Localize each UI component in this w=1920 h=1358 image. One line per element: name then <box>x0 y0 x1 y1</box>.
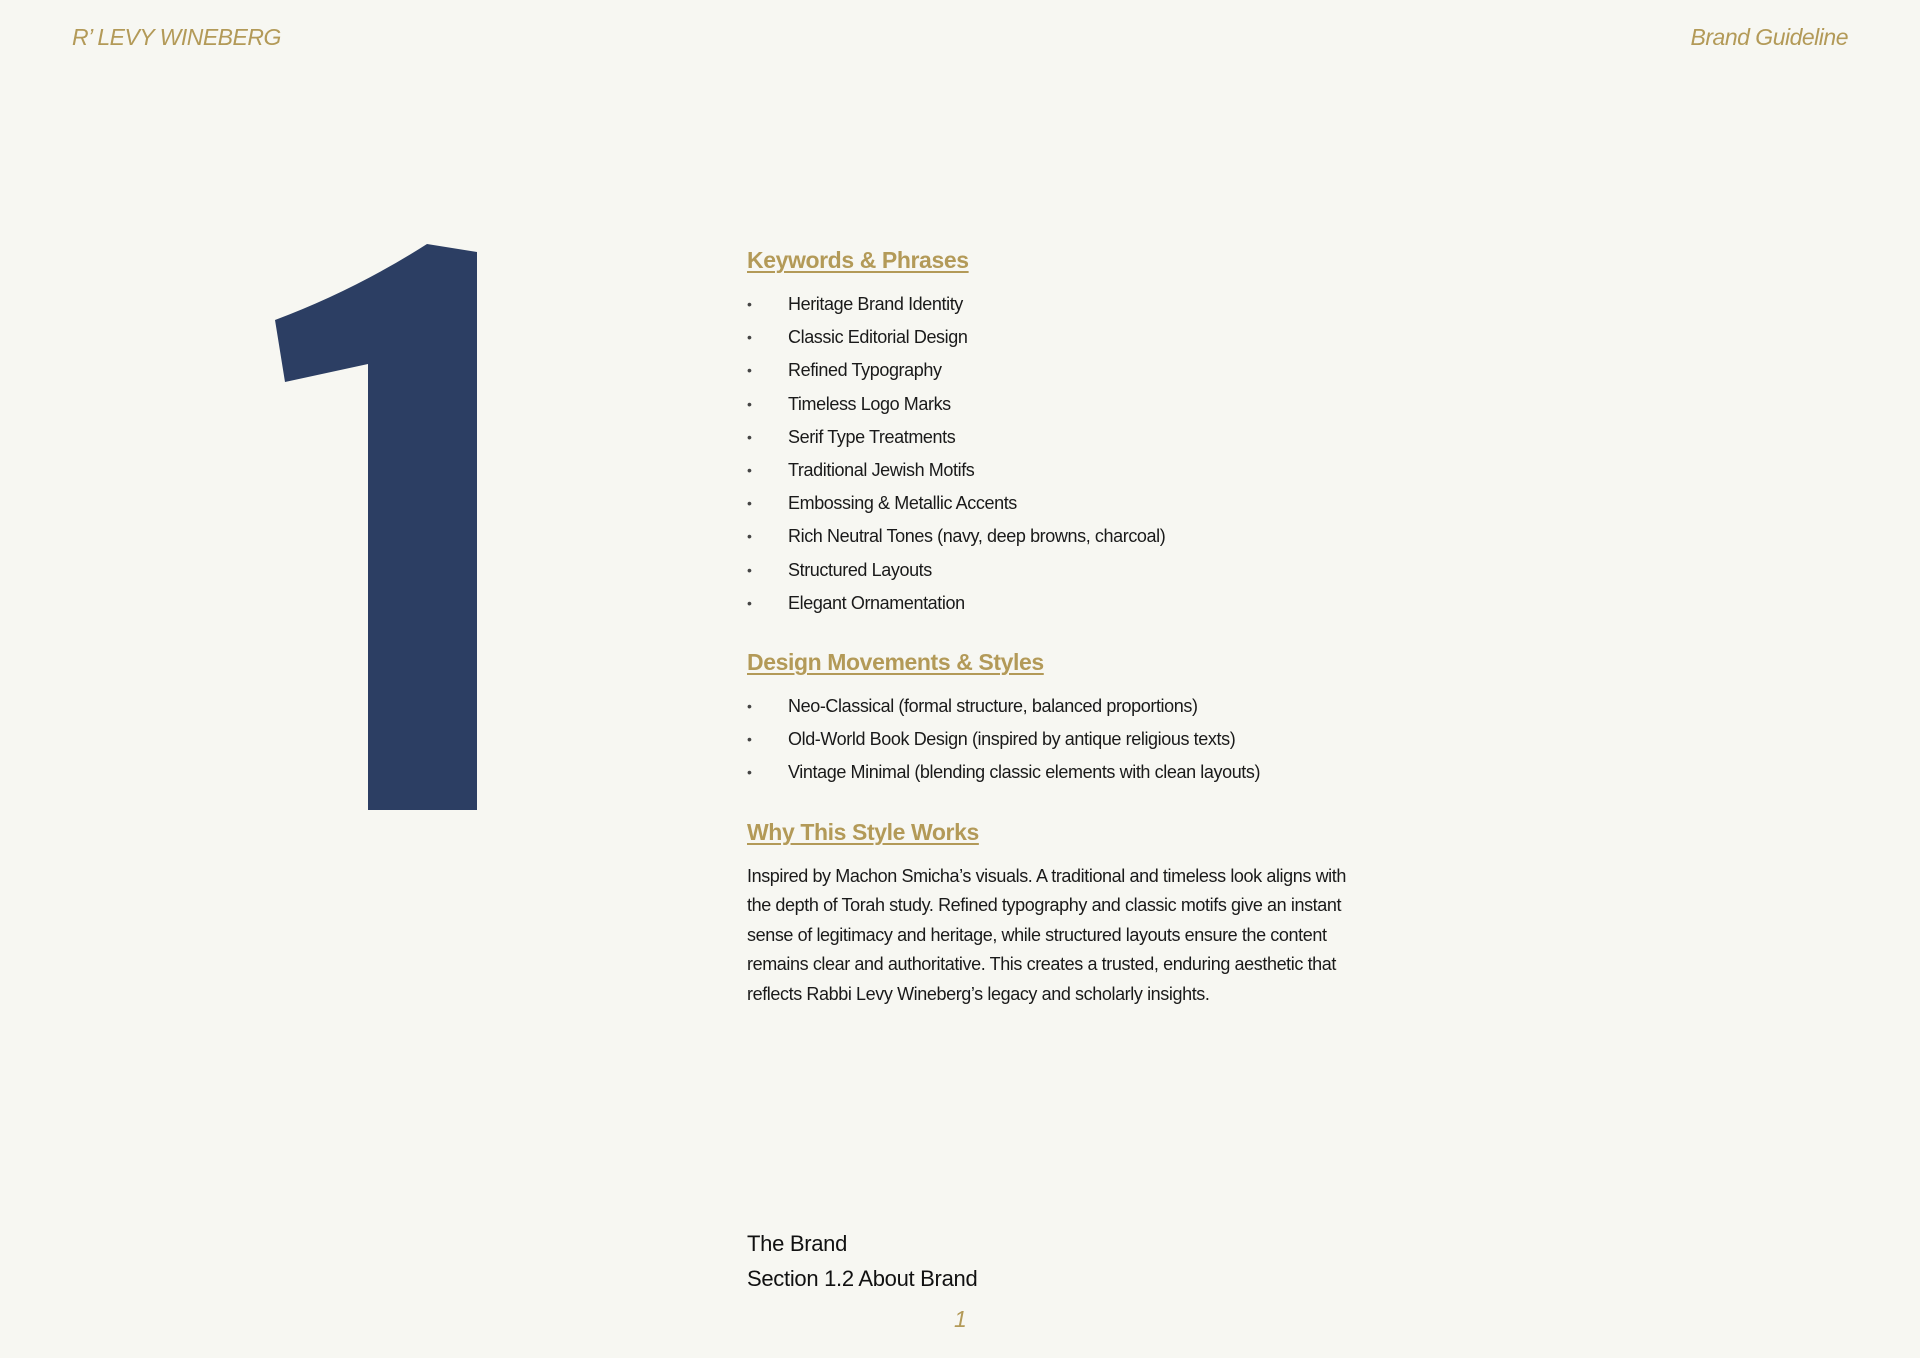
list-item-text: Structured Layouts <box>788 559 932 580</box>
list-item <box>747 288 1387 321</box>
list-item <box>747 554 1387 587</box>
numeral-one-shape <box>275 244 477 810</box>
list-item-text: Elegant Ornamentation <box>788 592 965 613</box>
movements-list <box>747 690 1387 790</box>
list-item-text: Neo-Classical (formal structure, balanced proportions) <box>788 696 1198 717</box>
list-item-text: Heritage Brand Identity <box>788 294 963 314</box>
bullet-icon: • <box>747 395 752 412</box>
list-item-text: Refined Typography <box>788 360 942 381</box>
list-item <box>747 690 1387 723</box>
list-item <box>747 520 1387 553</box>
bullet-icon: • <box>747 764 752 781</box>
keywords-list <box>747 288 1387 620</box>
bullet-icon: • <box>747 594 752 611</box>
list-item-text: Traditional Jewish Motifs <box>788 460 975 481</box>
list-item <box>747 388 1387 421</box>
section-title: The Brand <box>747 1231 848 1256</box>
list-item-text: Timeless Logo Marks <box>788 393 951 414</box>
list-item-text: Rich Neutral Tones (navy, deep browns, charcoal) <box>788 526 1166 547</box>
bullet-icon: • <box>747 561 752 578</box>
movements-heading: Design Movements & Styles <box>747 649 1044 676</box>
list-item-text: Classic Editorial Design <box>788 327 968 348</box>
list-item-text: Old-World Book Design (inspired by antique religious texts) <box>788 729 1236 750</box>
section-numeral-one <box>270 238 492 812</box>
bullet-icon: • <box>747 428 752 445</box>
bullet-icon: • <box>747 329 752 346</box>
bullet-icon: • <box>747 731 752 748</box>
content-column <box>747 244 1387 1010</box>
section-subtitle: Section 1.2 About Brand <box>747 1266 978 1291</box>
list-item <box>747 587 1387 620</box>
bullet-icon: • <box>747 528 752 545</box>
document-title-header: Brand Guideline <box>1690 24 1848 50</box>
list-item <box>747 487 1387 520</box>
list-item <box>747 454 1387 487</box>
section-label <box>747 1226 977 1296</box>
why-heading: Why This Style Works <box>747 818 979 845</box>
list-item <box>747 756 1387 789</box>
bullet-icon: • <box>747 698 752 715</box>
bullet-icon: • <box>747 462 752 479</box>
keywords-heading: Keywords & Phrases <box>747 247 969 273</box>
list-item-text: Serif Type Treatments <box>788 426 956 447</box>
list-item <box>747 354 1387 387</box>
list-item <box>747 723 1387 756</box>
bullet-icon: • <box>747 362 752 379</box>
brand-name-header: R’ LEVY WINEBERG <box>72 24 281 50</box>
list-item-text: Embossing & Metallic Accents <box>788 493 1017 514</box>
list-item-text: Vintage Minimal (blending classic elements with clean layouts) <box>788 762 1261 783</box>
list-item <box>747 421 1387 454</box>
list-item <box>747 321 1387 354</box>
bullet-icon: • <box>747 495 752 512</box>
bullet-icon: • <box>747 296 752 312</box>
why-body-text: Inspired by Machon Smicha’s visuals. A traditional and timeless look aligns with the depth of Torah study. Refined typography and classic motifs give an instant sense of legitimacy and heritage, while structured layouts ensure the content remains clear and authoritative. This creates a trusted, enduring aesthetic that reflects Rabbi Levy Wineberg’s legacy and scholarly insights. <box>747 865 1346 1005</box>
page-number: 1 <box>954 1306 967 1332</box>
